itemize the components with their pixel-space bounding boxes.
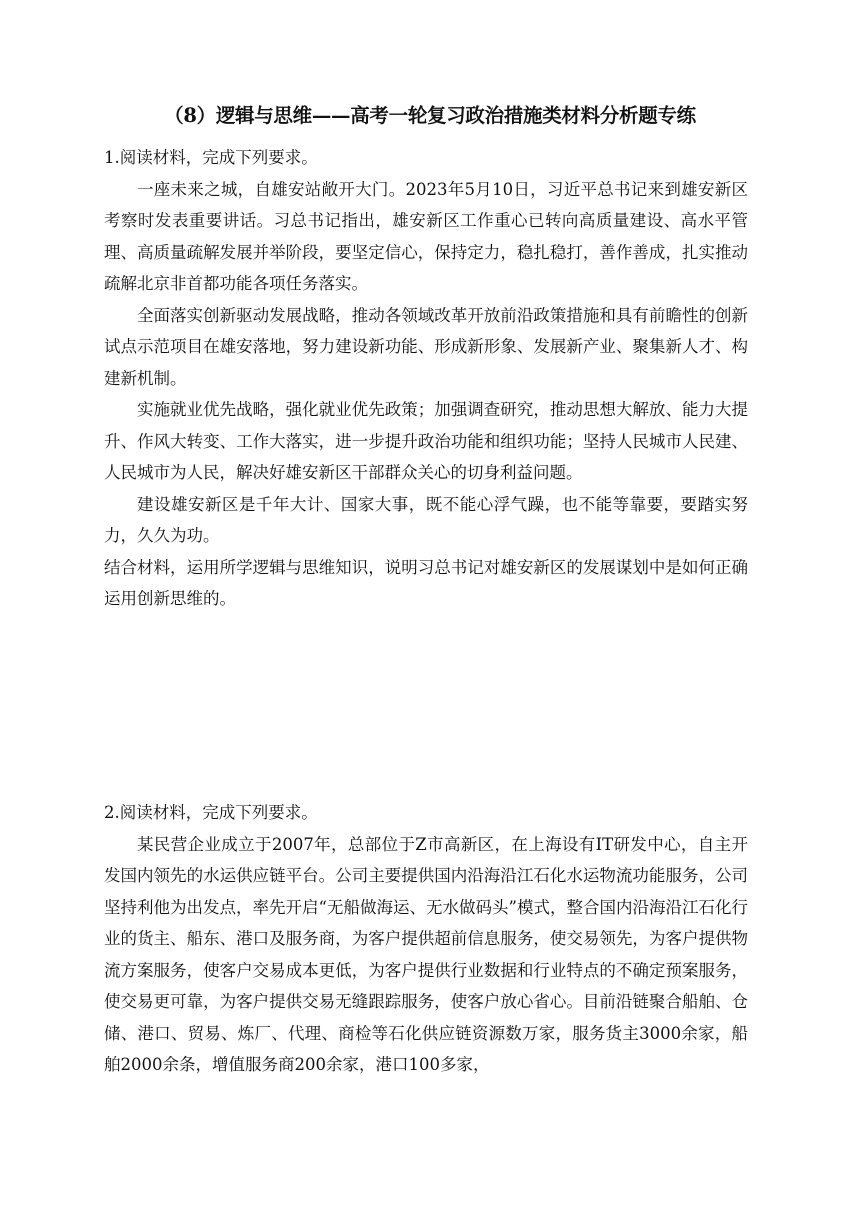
question-1-paragraph: 一座未来之城，自雄安站敞开大门。2023年5月10日，习近平总书记来到雄安新区考察时发表重要讲话。习总书记指出，雄安新区工作重心已转向高质量建设、高水平管理、高质量疏解发展并举阶段，要坚定信心，保持定力，稳扎稳打，善作善成，扎实推动疏解北京非首都功能各项任务落实。 xyxy=(104,179,748,293)
question-1-paragraph: 全面落实创新驱动发展战略，推动各领域改革开放前沿政策措施和具有前瞻性的创新试点示范项目在雄安落地，努力建设新功能、形成新形象、发展新产业、聚集新人才、构建新机制。 xyxy=(104,305,748,388)
question-1-prompt: 1.阅读材料，完成下列要求。 xyxy=(104,148,318,167)
question-1 xyxy=(104,142,748,615)
question-1-task: 结合材料，运用所学逻辑与思维知识，说明习总书记对雄安新区的发展谋划中是如何正确运用创新思维的。 xyxy=(104,557,748,608)
page-title: （8）逻辑与思维——高考一轮复习政治措施类材料分析题专练 xyxy=(164,104,696,127)
question-1-paragraph: 建设雄安新区是千年大计、国家大事，既不能心浮气躁，也不能等靠要，要踏实努力，久久为功。 xyxy=(104,494,748,545)
question-1-paragraph: 实施就业优先战略，强化就业优先政策；加强调查研究，推动思想大解放、能力大提升、作风大转变、工作大落实，进一步提升政治功能和组织功能；坚持人民城市人民建、人民城市为人民，解决好雄安新区干部群众关心的切身利益问题。 xyxy=(104,400,748,482)
question-2-prompt: 2.阅读材料，完成下列要求。 xyxy=(104,803,318,822)
question-2-paragraph: 某民营企业成立于2007年，总部位于Z市高新区，在上海设有IT研发中心，自主开发国内领先的水运供应链平台。公司主要提供国内沿海沿江石化水运物流功能服务，公司坚持利他为出发点，率先开启“无船做海运、无水做码头”模式，整合国内沿海沿江石化行业的货主、船东、港口及服务商，为客户提供超前信息服务，使交易领先，为客户提供物流方案服务，使客户交易成本更低，为客户提供行业数据和行业特点的不确定预案服务，使交易更可靠，为客户提供交易无缝跟踪服务，使客户放心省心。目前沿链聚合船舶、仓储、港口、贸易、炼厂、代理、商检等石化供应链资源数万家，服务货主3000余家，船舶2000余条，增值服务商200余家，港口100多家， xyxy=(104,834,748,1074)
question-2 xyxy=(104,797,748,1081)
